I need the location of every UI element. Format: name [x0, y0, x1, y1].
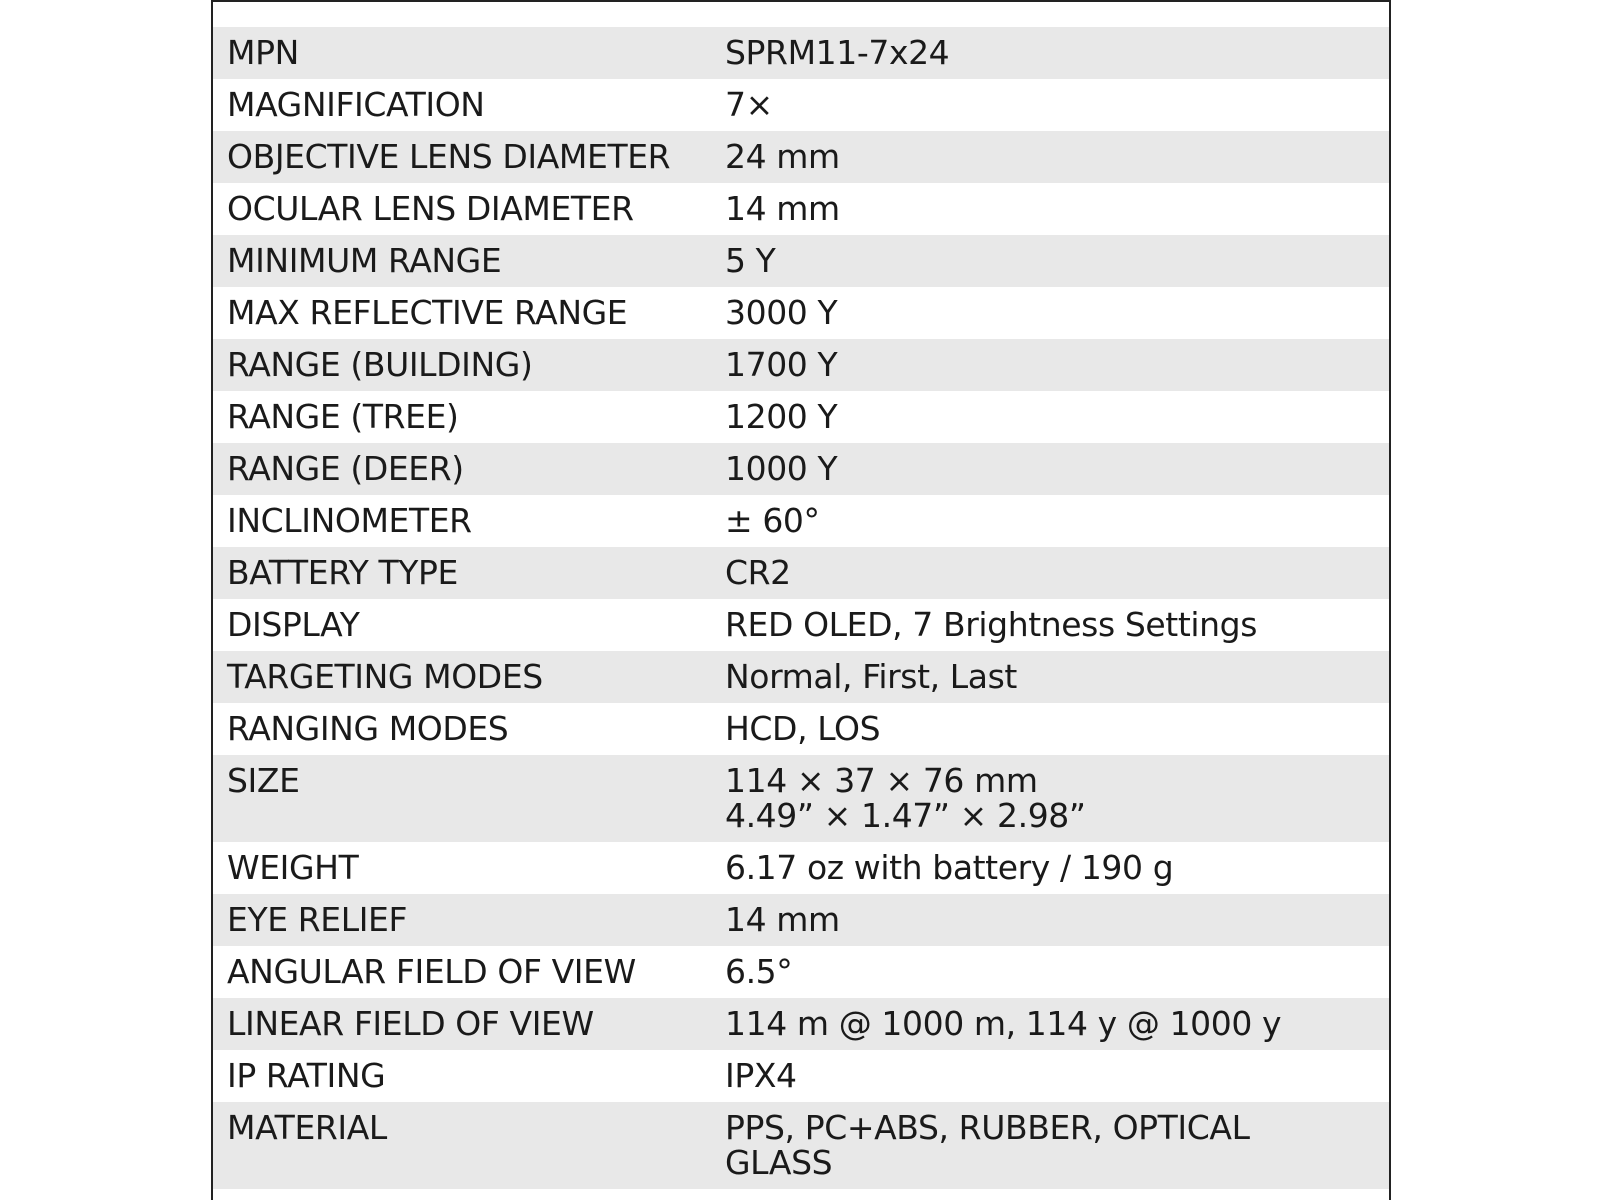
spec-row — [213, 894, 1389, 946]
spec-value: CR2 — [713, 547, 1389, 599]
spec-table-frame — [211, 0, 1391, 1200]
spec-label: RANGE (DEER) — [213, 443, 713, 495]
spec-row — [213, 287, 1389, 339]
spec-label: MPN — [213, 27, 713, 79]
spec-label: MINIMUM RANGE — [213, 235, 713, 287]
spec-value: 7× — [713, 79, 1389, 131]
spec-row — [213, 1050, 1389, 1102]
spec-label: RANGE (TREE) — [213, 391, 713, 443]
spec-row — [213, 1102, 1389, 1189]
spec-value: 3000 Y — [713, 287, 1389, 339]
spec-row — [213, 443, 1389, 495]
spec-label: TARGETING MODES — [213, 651, 713, 703]
spec-value: IPX4 — [713, 1050, 1389, 1102]
spec-value: 14 mm — [713, 894, 1389, 946]
spec-value: 6.17 oz with battery / 190 g — [713, 842, 1389, 894]
spec-label: MAGNIFICATION — [213, 79, 713, 131]
spec-label: OBJECTIVE LENS DIAMETER — [213, 131, 713, 183]
spec-value: HCD, LOS — [713, 703, 1389, 755]
spec-row — [213, 703, 1389, 755]
spec-row — [213, 998, 1389, 1050]
spec-row — [213, 183, 1389, 235]
spec-value: 5 Y — [713, 235, 1389, 287]
spec-value: 14 mm — [713, 183, 1389, 235]
spec-row — [213, 235, 1389, 287]
spec-row — [213, 495, 1389, 547]
spec-label: WEIGHT — [213, 842, 713, 894]
spec-row — [213, 755, 1389, 842]
spec-row — [213, 842, 1389, 894]
spec-label: SIZE — [213, 755, 713, 842]
spec-value: 114 × 37 × 76 mm 4.49” × 1.47” × 2.98” — [713, 755, 1389, 842]
spec-label: OCULAR LENS DIAMETER — [213, 183, 713, 235]
spec-label: RANGING MODES — [213, 703, 713, 755]
spec-row — [213, 651, 1389, 703]
spec-value: Normal, First, Last — [713, 651, 1389, 703]
spec-value: RED OLED, 7 Brightness Settings — [713, 599, 1389, 651]
spec-row — [213, 131, 1389, 183]
spec-row — [213, 391, 1389, 443]
spec-value: PPS, PC+ABS, RUBBER, OPTICAL GLASS — [713, 1102, 1389, 1189]
spec-label: RANGE (BUILDING) — [213, 339, 713, 391]
spec-label: BATTERY TYPE — [213, 547, 713, 599]
spec-value: SPRM11-7x24 — [713, 27, 1389, 79]
spec-value: ± 60° — [713, 495, 1389, 547]
spec-label: INCLINOMETER — [213, 495, 713, 547]
spec-row — [213, 547, 1389, 599]
spec-table — [213, 27, 1389, 1189]
spec-label: MATERIAL — [213, 1102, 713, 1189]
spec-value: 24 mm — [713, 131, 1389, 183]
spec-table-body — [213, 27, 1389, 1189]
spec-value: 114 m @ 1000 m, 114 y @ 1000 y — [713, 998, 1389, 1050]
spec-row — [213, 79, 1389, 131]
spec-value: 1700 Y — [713, 339, 1389, 391]
spec-label: IP RATING — [213, 1050, 713, 1102]
spec-row — [213, 339, 1389, 391]
spec-row — [213, 27, 1389, 79]
spec-value: 6.5° — [713, 946, 1389, 998]
spec-label: LINEAR FIELD OF VIEW — [213, 998, 713, 1050]
spec-label: EYE RELIEF — [213, 894, 713, 946]
spec-row — [213, 599, 1389, 651]
spec-row — [213, 946, 1389, 998]
spec-label: MAX REFLECTIVE RANGE — [213, 287, 713, 339]
spec-value: 1000 Y — [713, 443, 1389, 495]
spec-label: DISPLAY — [213, 599, 713, 651]
spec-value: 1200 Y — [713, 391, 1389, 443]
spec-label: ANGULAR FIELD OF VIEW — [213, 946, 713, 998]
